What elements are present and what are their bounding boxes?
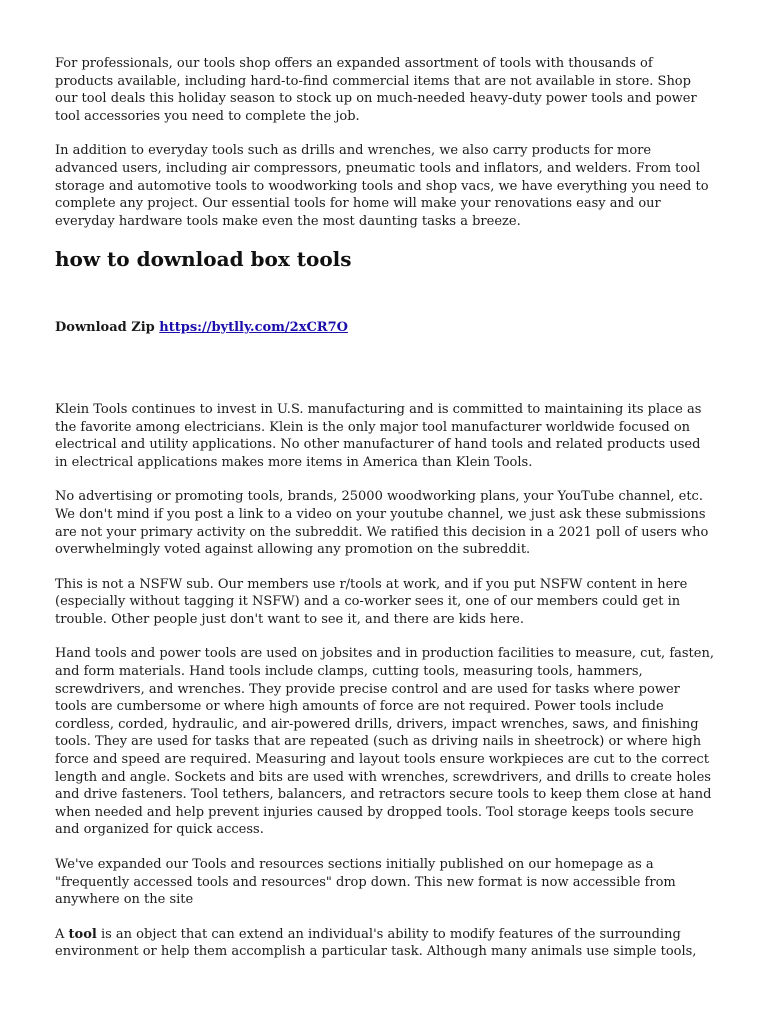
last-paragraph-rest: is an object that can extend an individual's ability to modify features of the surrounding environment or help them accomplish a particular task. Although many animals use simple tools, bbox=[55, 926, 697, 960]
body-paragraph-2: No advertising or promoting tools, brands, 25000 woodworking plans, your YouTube channel, etc. We don't mind if you post a link to a video on your youtube channel, we just ask these submissions are not your primary activity on the subreddit. We ratified this decision in a 2021 poll of users who overwhelmingly voted against allowing any promotion on the subreddit. bbox=[55, 489, 709, 558]
last-paragraph-bold: tool bbox=[68, 926, 97, 942]
page-title: how to download box tools bbox=[55, 247, 352, 272]
download-label: Download Zip bbox=[55, 320, 155, 336]
body-paragraph-6 bbox=[55, 926, 715, 961]
body-paragraph-5: We've expanded our Tools and resources sections initially published on our homepage as a "frequently accessed tools and resources" drop down. This new format is now accessible from anywhere on the site bbox=[55, 857, 676, 908]
download-link[interactable]: https://bytlly.com/2xCR7O bbox=[159, 320, 348, 336]
body-paragraph-4: Hand tools and power tools are used on jobsites and in production facilities to measure, cut, fasten, and form materials. Hand tools include clamps, cutting tools, measuring tools, hammers, screwdrivers, and wrenches. They provide precise control and are used for tasks where power tools are cumbersome or where high amounts of force are not required. Power tools include cordless, corded, hydraulic, and air-powered drills, drivers, impact wrenches, saws, and finishing tools. They are used for tasks that are repeated (such as driving nails in sheetrock) or where high force and speed are required. Measuring and layout tools ensure workpieces are cut to the correct length and angle. Sockets and bits are used with wrenches, screwdrivers, and drills to create holes and drive fasteners. Tool tethers, balancers, and retractors secure tools to keep them close at hand when needed and help prevent injuries caused by dropped tools. Tool storage keeps tools secure and organized for quick access. bbox=[55, 646, 714, 838]
intro-paragraph-2: In addition to everyday tools such as drills and wrenches, we also carry products for more advanced users, including air compressors, pneumatic tools and inflators, and welders. From tool storage and automotive tools to woodworking tools and shop vacs, we have everything you need to complete any project. Our essential tools for home will make your renovations easy and our everyday hardware tools make even the most daunting tasks a breeze. bbox=[55, 143, 709, 229]
download-line bbox=[55, 319, 715, 337]
body-paragraph-1: Klein Tools continues to invest in U.S. manufacturing and is committed to maintaining its place as the favorite among electricians. Klein is the only major tool manufacturer worldwide focused on electrical and utility applications. No other manufacturer of hand tools and related products used in electrical applications makes more items in America than Klein Tools. bbox=[55, 401, 702, 470]
body-paragraph-3: This is not a NSFW sub. Our members use r/tools at work, and if you put NSFW content in here (especially without tagging it NSFW) and a co-worker sees it, one of our members could get in trouble. Other people just don't want to see it, and there are kids here. bbox=[55, 576, 688, 627]
document-page bbox=[55, 55, 715, 978]
intro-paragraph-1: For professionals, our tools shop offers an expanded assortment of tools with thousands of products available, including hard-to-find commercial items that are not available in store. Shop our tool deals this holiday season to stock up on much-needed heavy-duty power tools and power tool accessories you need to complete the job. bbox=[55, 56, 697, 124]
last-paragraph-prefix: A bbox=[55, 926, 69, 942]
